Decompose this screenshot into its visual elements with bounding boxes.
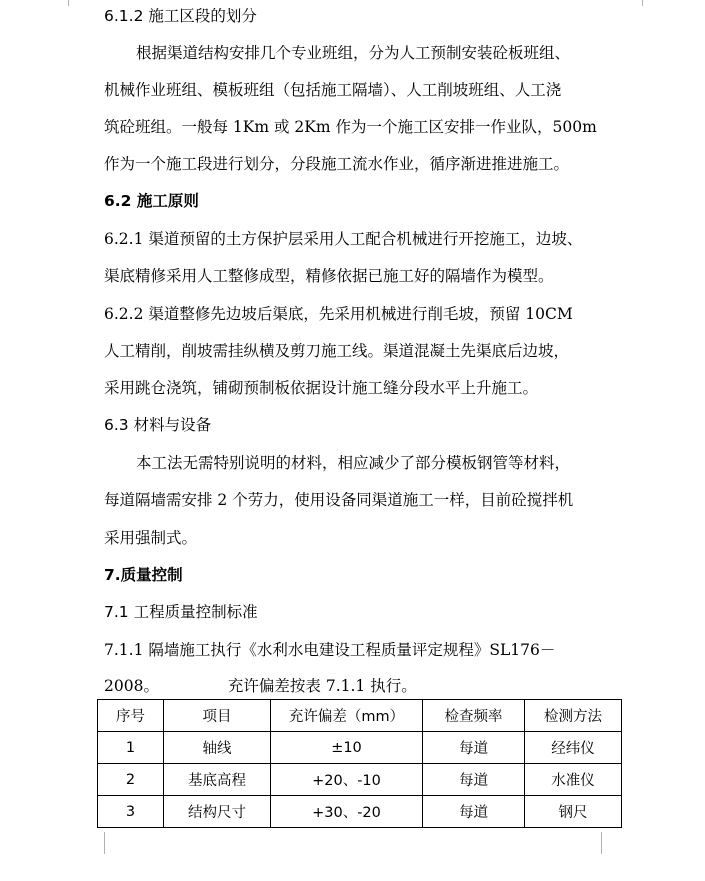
heading-7: 7.质量控制 [104,566,183,584]
table-header-cell: 检测方法 [525,700,622,732]
paragraph-line: 每道隔墙需安排 2 个劳力，使用设备同渠道施工一样，目前砼搅拌机 [104,491,574,509]
table-cell: 每道 [423,732,525,764]
table-cell: 水准仪 [525,764,622,796]
paragraph-line: 本工法无需特别说明的材料，相应减少了部分模板钢管等材料， [136,454,571,472]
heading-6-1-2: 6.1.2 施工区段的划分 [104,7,257,25]
table-cell: 3 [98,796,164,828]
table-cell: +30、-20 [271,796,423,828]
paragraph-line: 渠底精修采用人工整修成型，精修依据已施工好的隔墙作为模型。 [104,267,554,285]
table-row [98,732,622,764]
paragraph-line: 6.2.2 渠道整修先边坡后渠底，先采用机械进行削毛坡，预留 10CM [104,305,573,323]
heading-6-3: 6.3 材料与设备 [104,416,212,434]
table-cell: 每道 [423,764,525,796]
tolerance-table [97,699,622,828]
paragraph-line: 根据渠道结构安排几个专业班组，分为人工预制安装砼板班组、 [136,44,571,62]
table-header-cell: 项目 [164,700,271,732]
table-row [98,796,622,828]
margin-mark-bottom-right [601,832,602,854]
table-cell: ±10 [271,732,423,764]
table-cell: 经纬仪 [525,732,622,764]
table-cell: 轴线 [164,732,271,764]
margin-mark-top-left [68,0,69,6]
margin-mark-top-right [642,0,643,6]
table-cell: 2 [98,764,164,796]
margin-mark-bottom-left [104,832,105,854]
table-cell: 钢尺 [525,796,622,828]
table-header-cell: 序号 [98,700,164,732]
table-cell: +20、-10 [271,764,423,796]
paragraph-line: 7.1.1 隔墙施工执行《水利水电建设工程质量评定规程》SL176－ [104,641,556,659]
heading-7-1: 7.1 工程质量控制标准 [104,603,258,621]
paragraph-line: 作为一个施工段进行划分，分段施工流水作业，循序渐进推进施工。 [104,155,570,173]
paragraph-line: 2008。 充许偏差按表 7.1.1 执行。 [104,677,417,695]
paragraph-line: 人工精削，削坡需挂纵横及剪刀施工线。渠道混凝土先渠底后边坡， [104,342,570,360]
paragraph-line: 筑砼班组。一般每 1Km 或 2Km 作为一个施工区安排一作业队，500m [104,118,597,136]
paragraph-line: 采用跳仓浇筑，铺砌预制板依据设计施工缝分段水平上升施工。 [104,379,539,397]
paragraph-line: 机械作业班组、模板班组（包括施工隔墙）、人工削坡班组、人工浇 [104,81,562,99]
table-cell: 1 [98,732,164,764]
paragraph-line: 6.2.1 渠道预留的土方保护层采用人工配合机械进行开挖施工，边坡、 [104,230,583,248]
heading-6-2: 6.2 施工原则 [104,192,199,210]
table-header-cell: 检查频率 [423,700,525,732]
paragraph-line: 采用强制式。 [104,529,198,547]
table-cell: 基底高程 [164,764,271,796]
table-header-row [98,700,622,732]
table-header-cell: 充许偏差（mm） [271,700,423,732]
table-row [98,764,622,796]
table-cell: 结构尺寸 [164,796,271,828]
table-cell: 每道 [423,796,525,828]
